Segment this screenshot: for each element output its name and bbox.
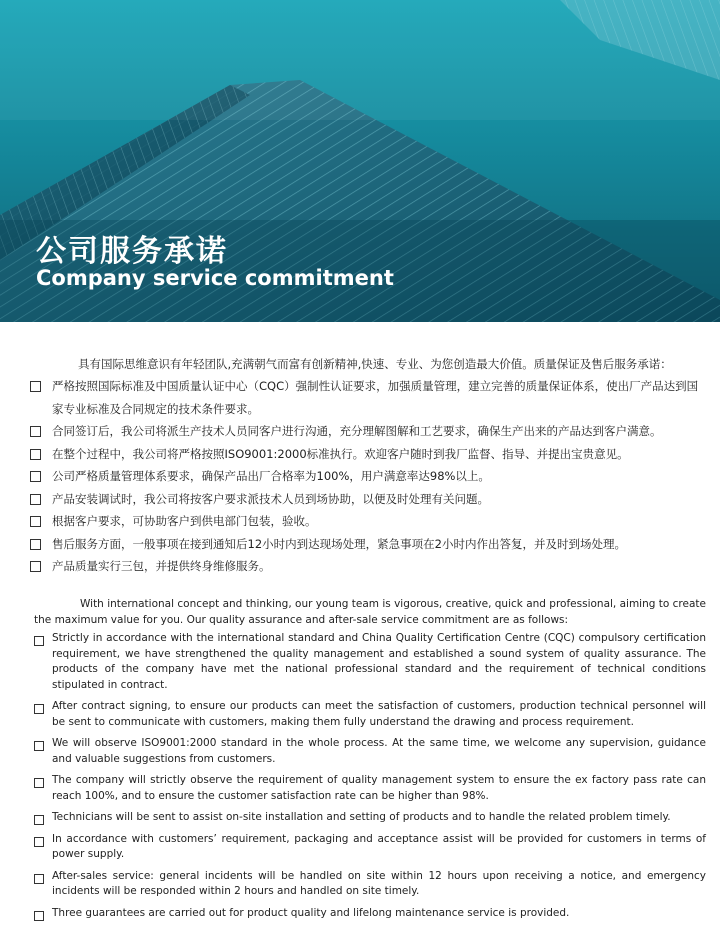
checkbox-icon [30,381,41,392]
list-item [30,533,706,556]
list-item [34,906,706,922]
chinese-commitment-list [30,375,706,578]
list-item [34,810,706,826]
list-item [30,375,706,420]
list-item-text: Technicians will be sent to assist on-site installation and setting of products and to handle the related problem timely. [52,811,671,823]
checkbox-icon [34,704,44,714]
checkbox-icon [30,561,41,572]
list-item-text: 合同签订后，我公司将派生产技术人员同客户进行沟通，充分理解图解和工艺要求，确保生产出来的产品达到客户满意。 [52,424,662,438]
list-item-text: Strictly in accordance with the international standard and China Quality Certification Centre (CQC) compulsory certification requirement, we have strengthened the quality management and established a sound system of quality assurance. The products of the company have met the national professional standard and the requirement of technical conditions stipulated in contract. [52,632,706,691]
list-item-text: 公司严格质量管理体系要求，确保产品出厂合格率为100%，用户满意率达98%以上。 [52,469,490,483]
list-item-text: 售后服务方面，一般事项在接到通知后12小时内到达现场处理，紧急事项在2小时内作出答复，并及时到场处理。 [52,536,626,551]
list-item-text: We will observe ISO9001:2000 standard in the whole process. At the same time, we welcome any supervision, guidance and valuable suggestions from customers. [52,737,706,765]
chinese-intro: 具有国际思维意识有年轻团队,充满朝气而富有创新精神,快速、专业、为您创造最大价值。质量保证及售后服务承诺： [78,357,672,371]
list-item-text: In accordance with customers’ requirement, packaging and acceptance assist will be provided for customers in terms of power supply. [52,832,706,860]
list-item [34,773,706,804]
list-item-text: Three guarantees are carried out for product quality and lifelong maintenance service is provided. [52,906,570,919]
checkbox-icon [30,516,41,527]
checkbox-icon [30,426,41,437]
checkbox-icon [30,539,41,550]
list-item-text: 在整个过程中，我公司将严格按照ISO9001:2000标准执行。欢迎客户随时到我厂监督、指导、并提出宝贵意见。 [52,446,629,461]
list-item [34,736,706,767]
checkbox-icon [34,778,44,788]
chinese-commitment-section [30,353,706,578]
list-item [30,465,706,488]
list-item [30,420,706,443]
list-item-text: 产品安装调试时，我公司将按客户要求派技术人员到场协助，以便及时处理有关问题。 [52,491,489,506]
list-item [30,510,706,533]
list-item-text: 产品质量实行三包，并提供终身维修服务。 [52,559,271,573]
list-item-text: 严格按照国际标准及中国质量认证中心（CQC）强制性认证要求，加强质量管理，建立完善的质量保证体系，使出厂产品达到国家专业标准及合同规定的技术条件要求。 [52,379,699,416]
checkbox-icon [30,471,41,482]
list-item-text: The company will strictly observe the requirement of quality management system to ensure the ex factory pass rate can reach 100%, and to ensure the customer satisfaction rate can be higher than 98%. [52,774,706,802]
list-item [30,443,706,466]
list-item [34,699,706,730]
list-item [30,488,706,511]
checkbox-icon [30,449,41,460]
checkbox-icon [34,741,44,751]
list-item-text: 根据客户要求，可协助客户到供电部门包装，验收。 [52,514,317,528]
english-intro: With international concept and thinking, our young team is vigorous, creative, quick and professional, aiming to create the maximum value for you. Our quality assurance and after-sale service commitment are as follows: [34,598,706,626]
list-item [34,832,706,863]
list-item-text: After contract signing, to ensure our products can meet the satisfaction of customers, production technical personnel will be sent to communicate with customers, making them fully understand the drawing and process requirement. [52,700,706,728]
checkbox-icon [34,837,44,847]
list-item [34,869,706,900]
page-title-chinese: 公司服务承诺 [36,234,228,269]
list-item [30,555,706,578]
english-commitment-section [34,597,706,927]
list-item [34,631,706,693]
checkbox-icon [34,636,44,646]
checkbox-icon [34,874,44,884]
checkbox-icon [30,494,41,505]
checkbox-icon [34,815,44,825]
page-title-english: Company service commitment [36,266,394,290]
header-banner [0,0,720,322]
english-commitment-list [34,631,706,921]
list-item-text: After-sales service: general incidents will be handled on site within 12 hours upon receiving a notice, and emergency incidents will be responded within 2 hours and handled on site timely. [52,869,706,897]
